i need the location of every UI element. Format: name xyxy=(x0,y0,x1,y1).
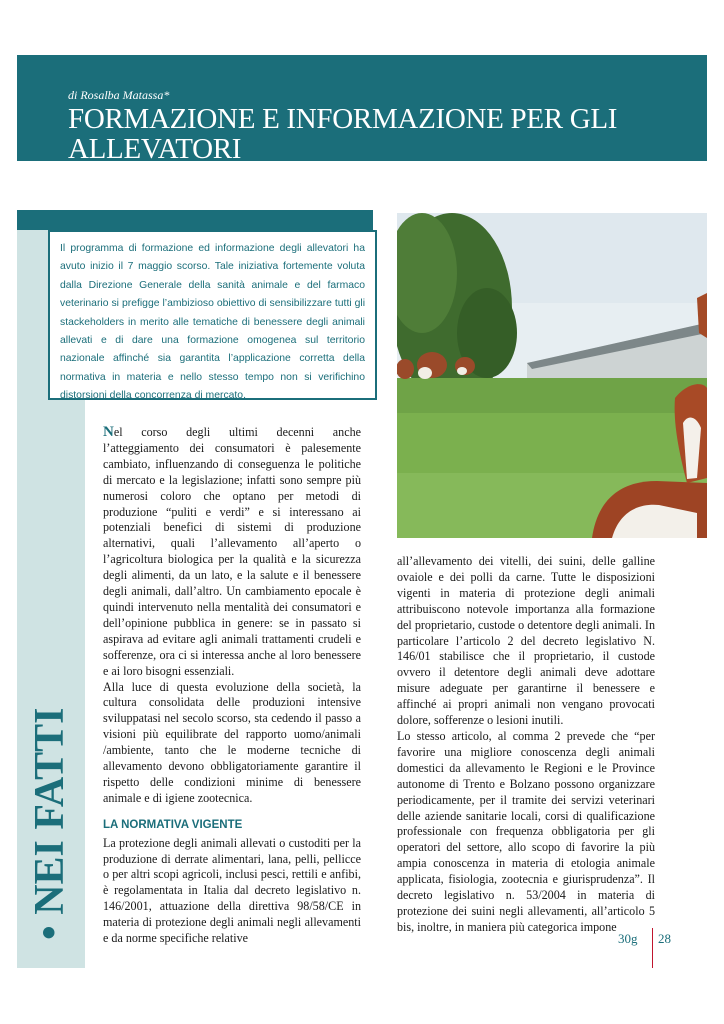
footer-divider xyxy=(652,928,653,968)
body-column-left xyxy=(103,425,361,947)
paragraph: all’allevamento dei vitelli, dei suini, delle galline ovaiole e dei polli da carne. Tutte le disposizioni vigenti in materia di protezione degli animali attribuiscono notevole importanza alla formazione del proprietario, custode o detentore degli animali. In particolare l’articolo 2 del decreto legislativo N. 146/01 stabilisce che il proprietario, il custode ovvero il detentore degli animali deve adottare misure adeguate per garantirne il benessere e affinché ai propri animali non vengano provocati dolore, sofferenze o lesioni inutili. xyxy=(397,554,655,728)
cows-photo-illustration xyxy=(397,213,707,538)
page-title: FORMAZIONE E INFORMAZIONE PER GLI ALLEVATORI xyxy=(68,104,618,159)
paragraph: Alla luce di questa evoluzione della società, la cultura consolidata delle produzioni intensive sviluppatasi nel secolo scorso, sta cedendo il passo a visioni più equilibrate del rapporto uomo/animali /ambiente, tanto che le moderne tecniche di allevamento devono obbligatoriamente garantire il rispetto delle condizioni minime di benessere animale e di igiene zootecnica. xyxy=(103,679,361,805)
paragraph: La protezione degli animali allevati o custoditi per la produzione di derrate alimentari, lana, pelli, pellicce o per altri scopi agricoli, inclusi pesci, rettili e anfibi, è regolamentata in Italia dal decreto legislativo n. 146/2001, attuazione della direttiva 98/58/CE in materia di protezione degli animali negli allevamenti e da norme specifiche relative xyxy=(103,835,361,946)
section-label: • NEI FATTI xyxy=(27,707,73,940)
cows-photo xyxy=(397,213,707,538)
paragraph-intro: el corso degli ultimi decenni anche l’atteggiamento dei consumatori è palesemente cambiato, influenzando di conseguenza le politiche di mercato e la legislazione; infatti sono sempre più numerosi coloro che optano per metodi di produzione “puliti e verdi” e si interessano ai potenziali benefici di sistemi di produzione alternativi, quali l’allevamento all’aperto o l’agricoltura biologica per la qualità e la sicurezza degli alimenti, da un lato, e la salute e il benessere degli animali, dall’altro. Un cambiamento epocale è quindi intervenuto nella mentalità dei consumatori e dell’opinione pubblica in genere: se in passato si aspirava ad evitare agli animali trattamenti crudeli e sofferenze, ora ci si interessa anche al loro benessere e ai loro bisogni essenziali. xyxy=(103,425,361,678)
paragraph: Lo stesso articolo, al comma 2 prevede che “per favorire una migliore conoscenza degli animali domestici da allevamento le Regioni e le Province autonome di Trento e Bolzano possono organizzare periodicamente, per il tramite dei servizi veterinari delle aziende sanitarie locali, corsi di qualificazione professionale con frequenza obbligatoria per gli operatori del settore, allo scopo di favorire la più ampia conoscenza in materia di etologia animale applicata, fisiologia, zootecnia e giurisprudenza”. Il decreto legislativo n. 53/2004 in materia di protezione dei suini negli allevamenti, all’articolo 5 bis, inoltre, in maniera più categorica impone xyxy=(397,728,655,934)
magazine-name: 30g xyxy=(618,931,638,946)
body-column-right xyxy=(397,554,655,936)
byline: di Rosalba Matassa* xyxy=(68,88,170,102)
abstract-top-bar xyxy=(17,210,373,230)
drop-cap: N xyxy=(103,424,114,440)
abstract-box: Il programma di formazione ed informazione degli allevatori ha avuto inizio il 7 maggio scorso. Tale iniziativa fortemente voluta dalla Direzione Generale della sanità animale e del farmaco veterinario si prefigge l’ambizioso obiettivo di sensibilizzare tutti gli stackeholders in merito alle tematiche di benessere degli animali allevati e di dare una formazione omogenea sul territorio nazionale affinché sia garantita l’applicazione corretta della normativa in materia e nello stesso tempo non si verifichino distorsioni della concorrenza di mercato. xyxy=(48,230,377,400)
section-subheading: LA NORMATIVA VIGENTE xyxy=(103,818,243,831)
page-number: 28 xyxy=(658,931,671,946)
